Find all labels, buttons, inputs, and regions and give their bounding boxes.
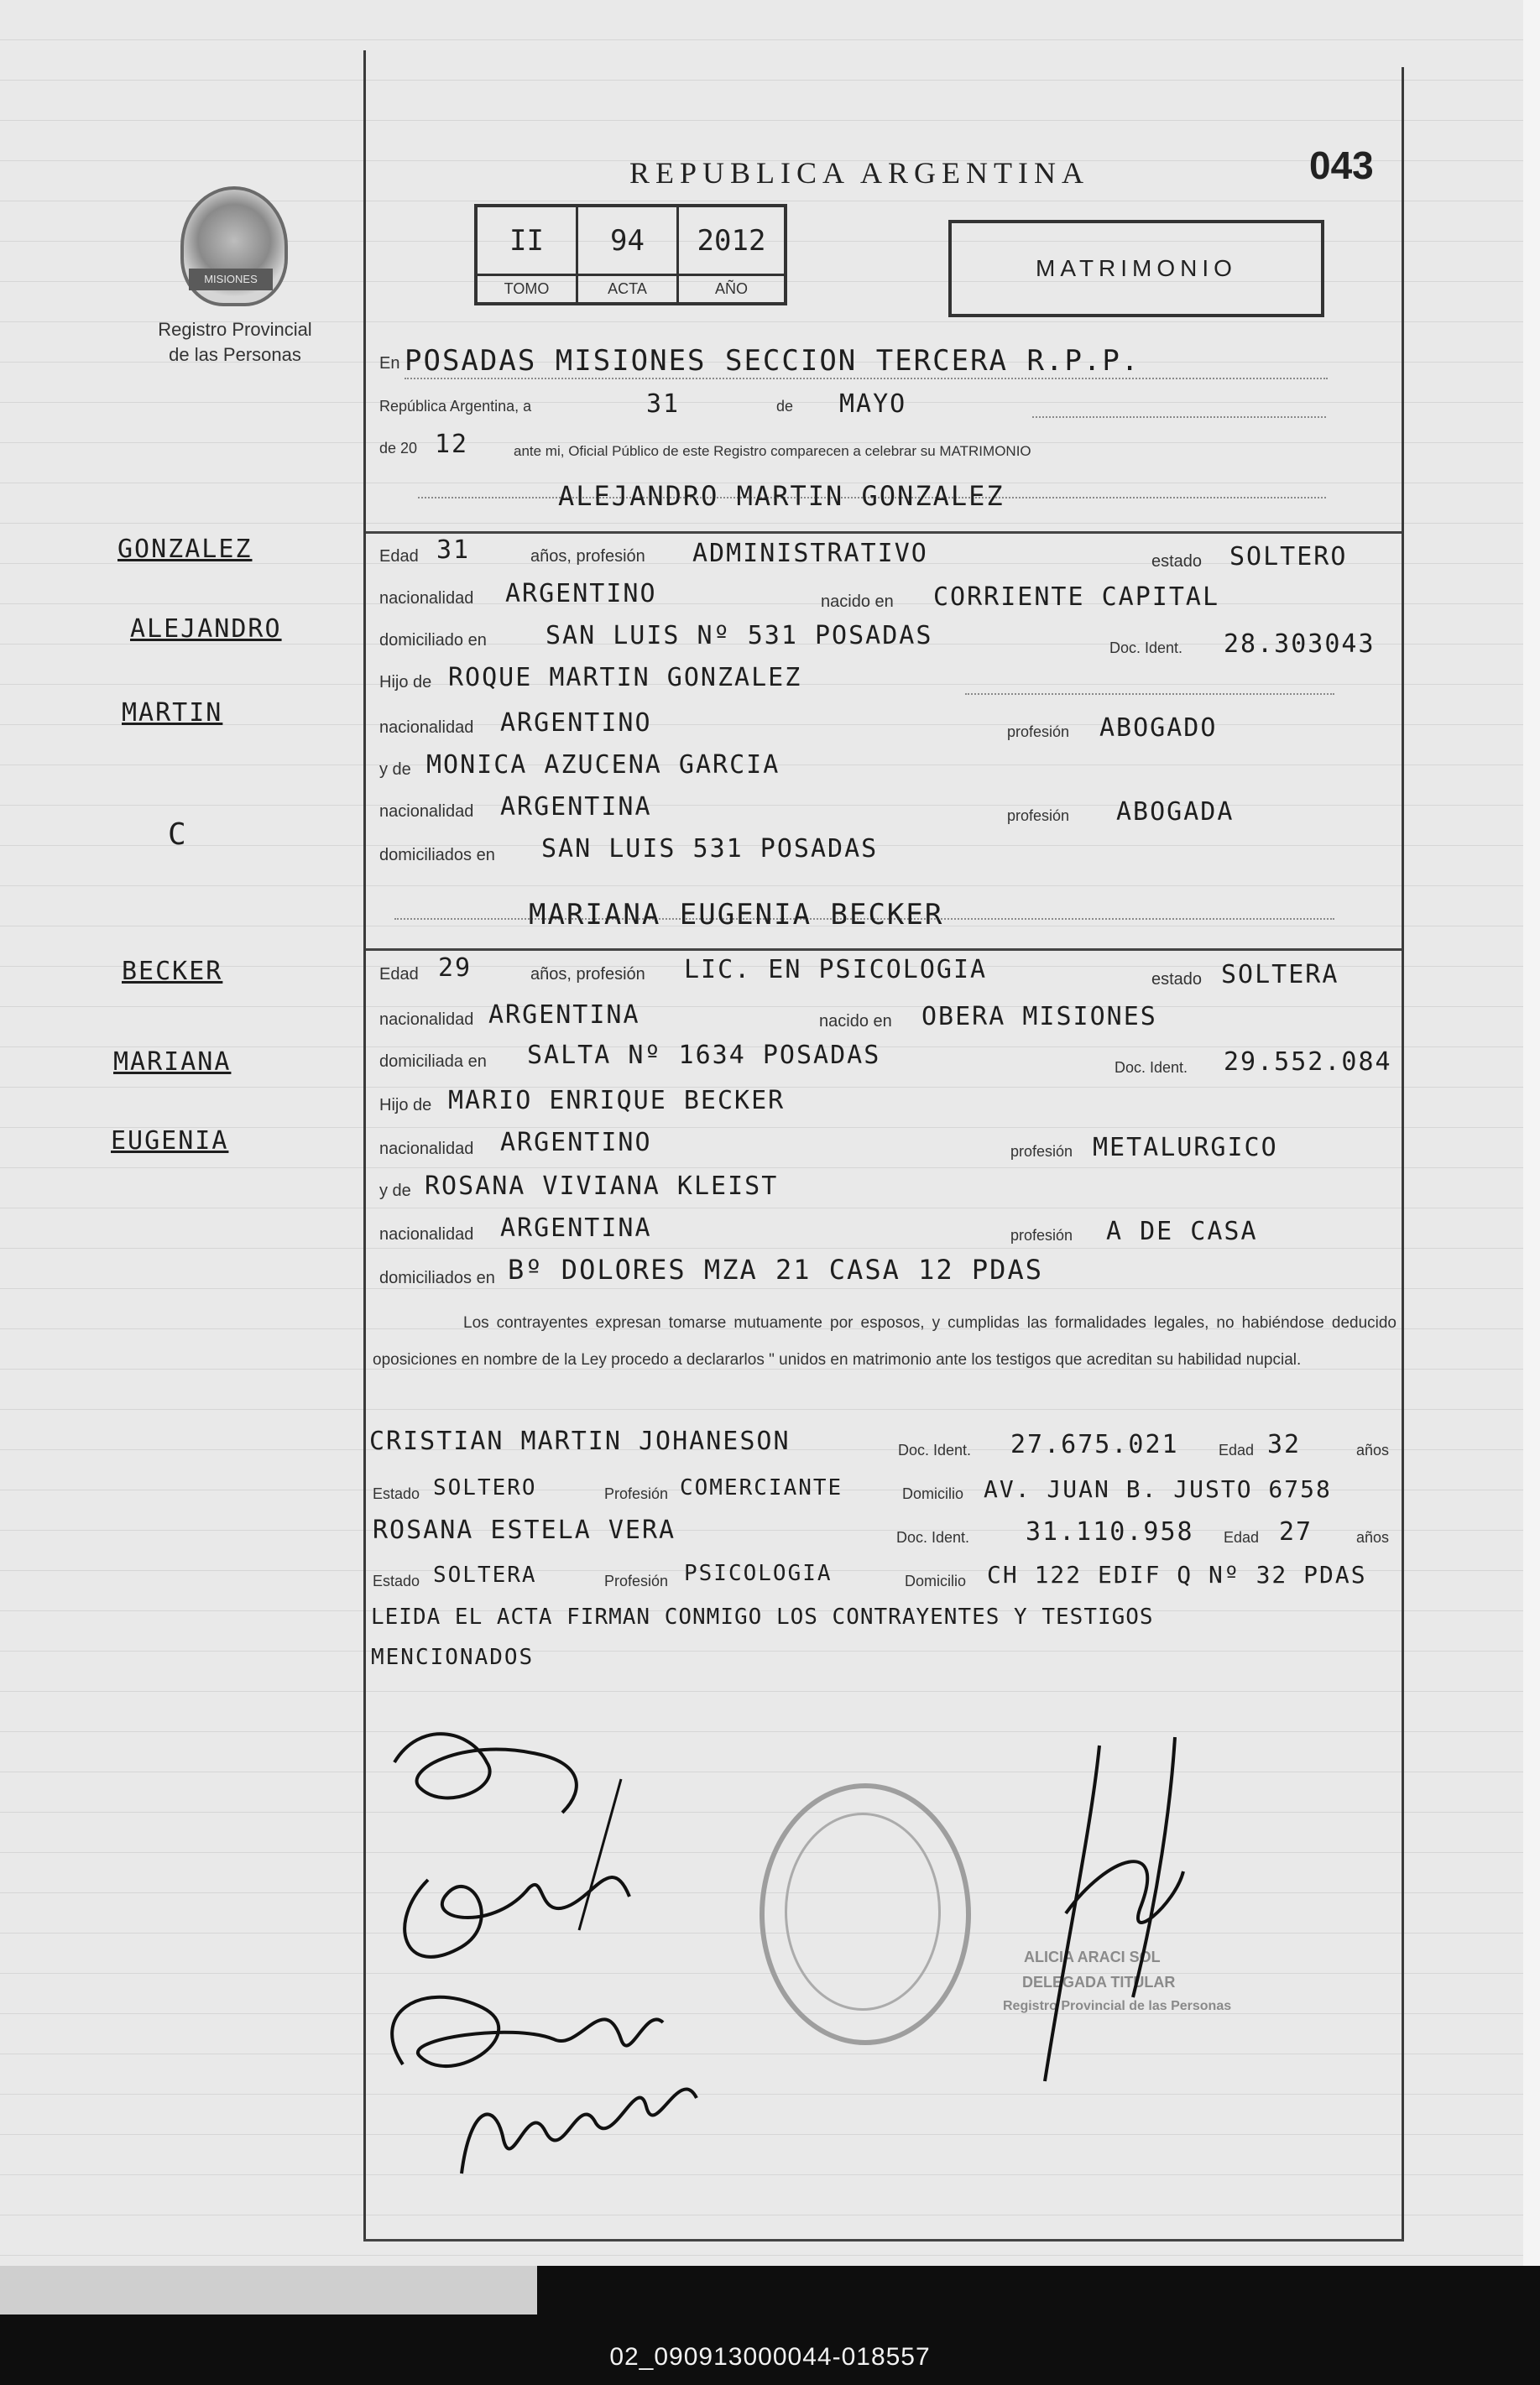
groom-divider (366, 948, 1402, 951)
witness1-estado-label: Estado (373, 1485, 420, 1502)
witness1-profesion-label: Profesión (604, 1485, 669, 1502)
anio-label: AÑO (714, 280, 748, 297)
groom-padre-nac-label: nacionalidad (379, 718, 474, 737)
witness2-domicilio: CH 122 EDIF Q Nº 32 PDAS (987, 1561, 1367, 1589)
groom-estado: SOLTERO (1229, 542, 1348, 571)
witness2-edad: 27 (1279, 1517, 1313, 1547)
stamp-line1: ALICIA ARACI SOL (1024, 1949, 1161, 1965)
bride-nacionalidad-label: nacionalidad (379, 1010, 474, 1029)
left-margin-rule (363, 50, 366, 2241)
witness2-profesion: PSICOLOGIA (684, 1561, 833, 1586)
bride-madre-nac-label: nacionalidad (379, 1225, 474, 1244)
stamp-line2: DELEGADA TITULAR (1022, 1974, 1176, 1991)
margin-bride-surname: BECKER (122, 957, 223, 986)
bride-estado-label: estado (1151, 970, 1203, 989)
groom-domiciliados-label: domiciliados en (379, 846, 495, 864)
witness1-doc-label: Doc. Ident. (898, 1442, 972, 1459)
witness1-estado: SOLTERO (433, 1475, 537, 1500)
place-line (405, 378, 1328, 379)
signature-witness2 (462, 2089, 697, 2174)
anio-value: 2012 (679, 207, 784, 276)
witness2-domicilio-label: Domicilio (905, 1573, 967, 1589)
bride-hijo-label: Hijo de (379, 1096, 432, 1114)
witness2-estado: SOLTERA (433, 1563, 537, 1588)
bride-estado: SOLTERA (1221, 960, 1339, 989)
signature-official (1032, 1729, 1200, 2098)
official-stamp-inner (785, 1813, 941, 2011)
bride-full-name: MARIANA EUGENIA BECKER (529, 898, 944, 932)
witness1-name: CRISTIAN MARTIN JOHANESON (369, 1427, 791, 1456)
bride-madre: ROSANA VIVIANA KLEIST (425, 1172, 779, 1201)
acta-label: ACTA (578, 276, 679, 302)
signature-witness1 (392, 1997, 663, 2066)
bride-edad: 29 (438, 953, 472, 983)
witness1-domicilio: AV. JUAN B. JUSTO 6758 (984, 1475, 1332, 1503)
place: POSADAS MISIONES SECCION TERCERA R.P.P. (405, 344, 1141, 378)
witness1-profesion: COMERCIANTE (680, 1475, 843, 1500)
acta-value: 94 (578, 207, 679, 276)
bride-doc: 29.552.084 (1224, 1047, 1392, 1077)
groom-anios-label: años, profesión (530, 547, 645, 566)
declaration-text: Los contrayentes expresan tomarse mutuamente por esposos, y cumplidas las formalidades legales, no habiéndose deducido oposiciones en nombre de la Ley procedo a declararlos " unidos en matrimonio ante los testigos que acreditan su habilidad nupcial. (373, 1314, 1396, 1369)
closing-line1: LEIDA EL ACTA FIRMAN CONMIGO LOS CONTRAYENTES Y TESTIGOS (371, 1605, 1154, 1630)
bride-edad-label: Edad (379, 965, 419, 984)
bride-padre-nac-label: nacionalidad (379, 1140, 474, 1158)
bride-doc-label: Doc. Ident. (1115, 1059, 1188, 1076)
bride-padres-domicilio: Bº DOLORES MZA 21 CASA 12 PDAS (508, 1254, 1043, 1286)
coat-of-arms-band: MISIONES (189, 269, 273, 290)
groom-edad-label: Edad (379, 547, 419, 566)
ante-mi-text: ante mi, Oficial Público de este Registro comparecen a celebrar su MATRIMONIO (514, 443, 1031, 459)
bride-padre-prof-label: profesión (1010, 1143, 1073, 1160)
groom-hijo-label: Hijo de (379, 673, 432, 691)
groom-madre-nac-label: nacionalidad (379, 802, 474, 821)
witness2-name: ROSANA ESTELA VERA (373, 1516, 676, 1545)
groom-nacido: CORRIENTE CAPITAL (933, 582, 1220, 612)
page-edge (1523, 0, 1540, 2266)
record-type: MATRIMONIO (1036, 255, 1237, 281)
groom-padre: ROQUE MARTIN GONZALEZ (448, 663, 802, 692)
closing-line2: MENCIONADOS (371, 1645, 535, 1670)
witness2-estado-label: Estado (373, 1573, 420, 1589)
witness2-edad-label: Edad (1224, 1529, 1260, 1546)
stamp-line3: Registro Provincial de las Personas (1003, 1999, 1232, 2013)
padre-line (965, 693, 1334, 695)
bride-domicilio: SALTA Nº 1634 POSADAS (527, 1041, 881, 1070)
witness1-anios-label: años (1356, 1442, 1390, 1459)
bride-padre-profesion: METALURGICO (1093, 1133, 1278, 1162)
bride-madre-nacionalidad: ARGENTINA (500, 1213, 652, 1243)
groom-domicilio: SAN LUIS Nº 531 POSADAS (546, 621, 933, 650)
header-divider (366, 531, 1402, 534)
margin-connector: C (168, 817, 188, 852)
year-suffix: 12 (435, 430, 469, 459)
bride-domiciliada-label: domiciliada en (379, 1052, 487, 1071)
bride-nacida-label: nacido en (819, 1012, 892, 1031)
groom-padre-profesion: ABOGADO (1099, 713, 1218, 743)
bride-madre-profesion: A DE CASA (1106, 1217, 1258, 1246)
bride-anios-label: años, profesión (530, 965, 645, 984)
en-label: En (379, 354, 400, 373)
bride-padre: MARIO ENRIQUE BECKER (448, 1086, 786, 1115)
groom-doc-label: Doc. Ident. (1109, 639, 1183, 656)
bride-profesion: LIC. EN PSICOLOGIA (684, 955, 988, 984)
year-prefix: de 20 (379, 440, 418, 457)
groom-madre-nacionalidad: ARGENTINA (500, 792, 652, 822)
groom-padre-nacionalidad: ARGENTINO (500, 708, 652, 738)
registry-label-line2: de las Personas (169, 344, 301, 365)
witness1-edad: 32 (1267, 1430, 1302, 1459)
registry-label (130, 317, 340, 368)
groom-nacionalidad: ARGENTINO (505, 579, 657, 608)
bride-madre-prof-label: profesión (1010, 1227, 1073, 1244)
groom-y-de-label: y de (379, 760, 411, 779)
witness1-doc: 27.675.021 (1010, 1430, 1179, 1459)
groom-full-name: ALEJANDRO MARTIN GONZALEZ (558, 480, 1005, 512)
day: 31 (646, 389, 681, 419)
date-line (1032, 416, 1326, 418)
margin-groom-first: ALEJANDRO (130, 614, 282, 644)
month: MAYO (839, 389, 907, 419)
margin-bride-first: MARIANA (113, 1047, 232, 1077)
bride-padre-nacionalidad: ARGENTINO (500, 1128, 652, 1157)
groom-nacionalidad-label: nacionalidad (379, 589, 474, 608)
registry-label-line1: Registro Provincial (158, 319, 312, 340)
witness2-doc-label: Doc. Ident. (896, 1529, 970, 1546)
bride-nacionalidad: ARGENTINA (488, 1000, 640, 1030)
groom-padres-domicilio: SAN LUIS 531 POSADAS (541, 834, 879, 864)
republica-label: República Argentina, a (379, 398, 532, 415)
tomo-acta-table (474, 204, 787, 305)
margin-groom-surname: GONZALEZ (117, 535, 253, 564)
folio-number: 043 (1309, 144, 1374, 187)
groom-madre-profesion: ABOGADA (1116, 797, 1235, 827)
bottom-rule (363, 2239, 1404, 2241)
margin-bride-second: EUGENIA (111, 1126, 229, 1156)
groom-edad: 31 (436, 535, 471, 565)
de-label: de (776, 398, 794, 415)
signature-bride (405, 1877, 629, 1957)
witness1-edad-label: Edad (1219, 1442, 1255, 1459)
groom-doc: 28.303043 (1224, 629, 1376, 659)
groom-domiciliado-label: domiciliado en (379, 631, 487, 650)
tomo-label: TOMO (478, 276, 578, 302)
groom-profesion: ADMINISTRATIVO (692, 539, 928, 568)
groom-padre-prof-label: profesión (1007, 723, 1070, 740)
record-type-box (948, 220, 1324, 317)
scan-id: 02_090913000044-018557 (609, 2343, 931, 2371)
bride-nacida: OBERA MISIONES (921, 1002, 1157, 1031)
bride-y-de-label: y de (379, 1182, 411, 1200)
margin-groom-middle: MARTIN (122, 698, 223, 728)
witness2-anios-label: años (1356, 1529, 1390, 1546)
witness1-domicilio-label: Domicilio (902, 1485, 964, 1502)
next-page-edge (0, 2266, 537, 2315)
bride-domiciliados-label: domiciliados en (379, 1269, 495, 1287)
witness2-doc: 31.110.958 (1026, 1517, 1194, 1547)
groom-nacido-label: nacido en (821, 592, 894, 611)
country-title: REPUBLICA ARGENTINA (629, 156, 1090, 190)
signature-groom (394, 1734, 577, 1813)
groom-madre: MONICA AZUCENA GARCIA (426, 750, 780, 780)
groom-estado-label: estado (1151, 552, 1203, 571)
witness2-profesion-label: Profesión (604, 1573, 669, 1589)
tomo-value: II (478, 207, 578, 276)
right-margin-rule (1402, 67, 1404, 2241)
groom-madre-prof-label: profesión (1007, 807, 1070, 824)
